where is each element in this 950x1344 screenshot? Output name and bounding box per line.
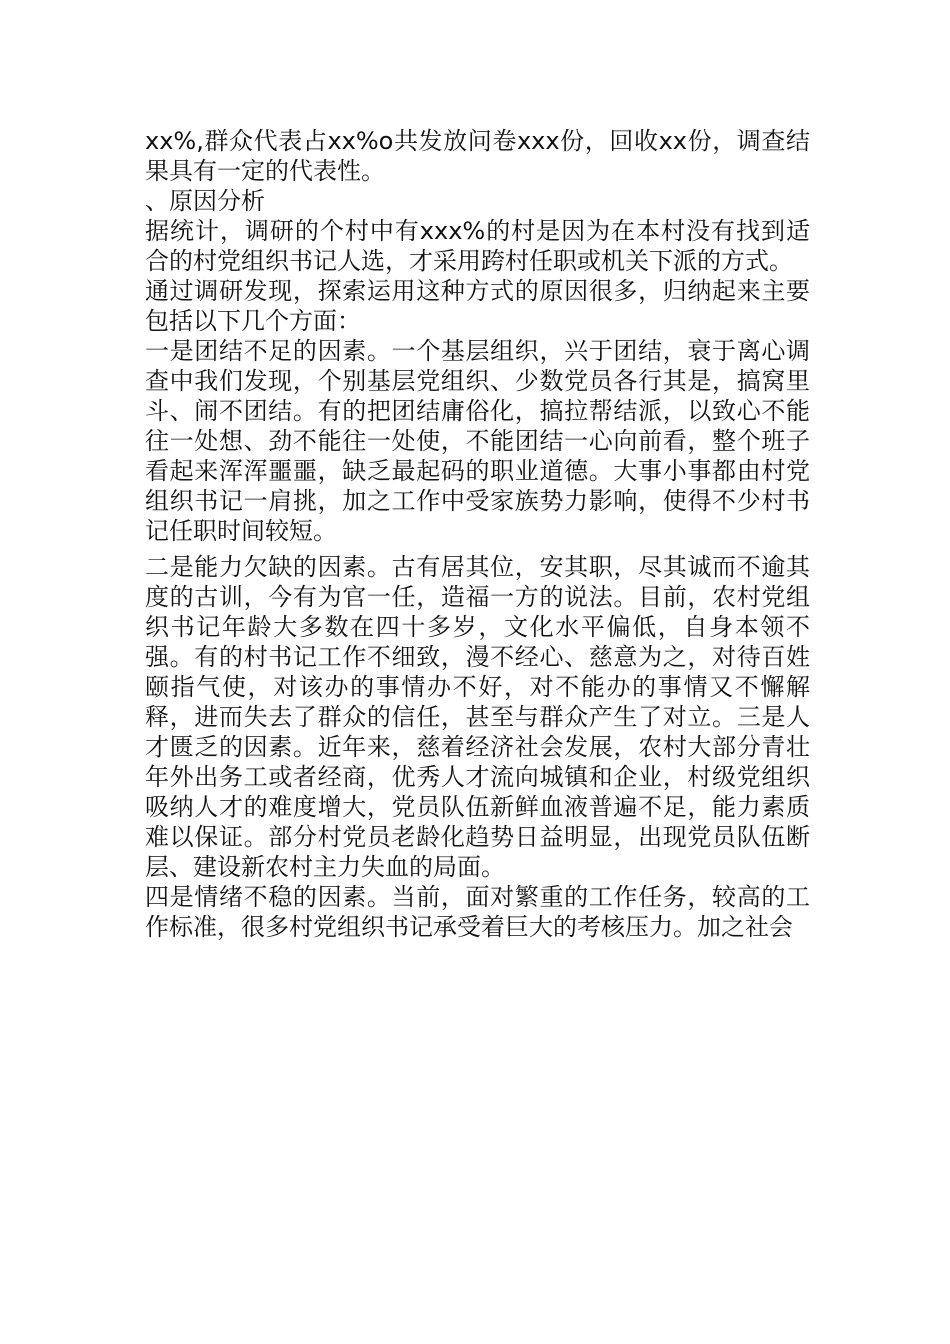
paragraph-research-findings: 通过调研发现，探索运用这种方式的原因很多，归纳起来主要包括以下几个方面： <box>145 277 810 335</box>
paragraph-ability-factor: 二是能力欠缺的因素。古有居其位，安其职，尽其诚而不逾其度的古训，今有为官一任，造福一方的说法。目前，农村党组织书记年龄大多数在四十多岁，文化水平偏低，自身本领不强。有的村书记工作不细致，漫不经心、慈意为之，对待百姓颐指气使，对该办的事情办不好，对不能办的事情又不懈解释，进而失去了群众的信任，甚至与群众产生了对立。三是人才匮乏的因素。近年来，慈着经济社会发展，农村大部分青壮年外出务工或者经商，优秀人才流向城镇和企业，村级党组织吸纳人才的难度增大，党员队伍新鲜血液普遍不足，能力素质难以保证。部分村党员老龄化趋势日益明显，出现党员队伍断层、建设新农村主力失血的局面。 <box>145 553 810 881</box>
paragraph-unity-factor: 一是团结不足的因素。一个基层组织，兴于团结，衰于离心调查中我们发现，个别基层党组织、少数党员各行其是，搞窝里斗、闹不团结。有的把团结庸俗化，搞拉帮结派，以致心不能往一处想、劲不能往一处使，不能团结一心向前看，整个班子看起来浑浑噩噩，缺乏最起码的职业道德。大事小事都由村党组织书记一肩挑，加之工作中受家族势力影响，使得不少村书记任职时间较短。 <box>145 337 810 545</box>
paragraph-statistics: 据统计，调研的个村中有xxx%的村是因为在本村没有找到适合的村党组织书记人选，才采用跨村任职或机关下派的方式。 <box>145 217 810 275</box>
paragraph-emotion-factor: 四是情绪不稳的因素。当前，面对繁重的工作任务，较高的工作标准，很多村党组织书记承受着巨大的考核压力。加之社会 <box>145 883 810 941</box>
paragraph-survey-summary: xx%,群众代表占xx%o共发放问卷xxx份，回收xx份，调查结果具有一定的代表性。 <box>145 127 810 185</box>
section-heading-cause-analysis: 、原因分析 <box>145 187 265 215</box>
document-body <box>145 126 810 942</box>
